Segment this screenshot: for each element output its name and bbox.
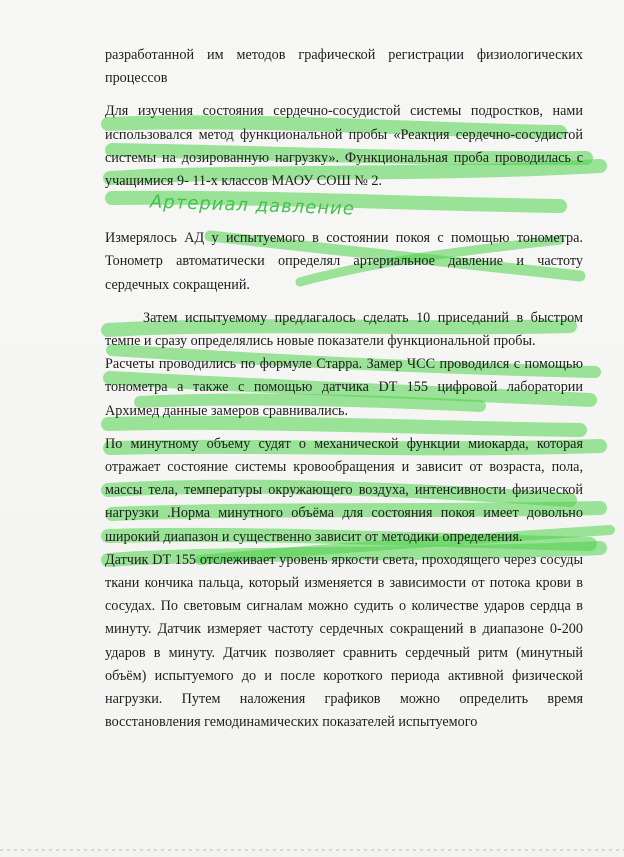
paragraph: разработанной им методов графической регистрации физиологических процессов xyxy=(105,47,583,87)
scan-edge-dashes xyxy=(0,845,624,855)
document-body xyxy=(105,44,583,734)
paragraph: Датчик DT 155 отслеживает уровень яркости света, проходящего через сосуды ткани кончика пальца, который изменяется в зависимости от потока крови в сосудах. По световым сигналам можно судить о количестве ударов сердца в минуту. Датчик измеряет частоту сердечных сокращений в диапазоне 0-200 ударов в минуту. Датчик позволяет сравнить сердечный ритм (минутный объём) испытуемого до и после короткого периода активной физической нагрузки. Путем наложения графиков можно определить время восстановления гемодинамических показателей испытуемого xyxy=(105,551,583,731)
paragraph: Расчеты проводились по формуле Старра. Замер ЧСС проводился с помощью тонометра а также с помощью датчика DT 155 цифровой лаборатории Архимед данные замеров сравнивались. xyxy=(105,356,583,419)
paragraph: Для изучения состояния сердечно-сосудистой системы подростков, нами использовался метод функциональной пробы «Реакция сердечно-сосудистой системы на дозированную нагрузку». Функциональная проба проводилась с учащимися 9- 11-х классов МАОУ СОШ № 2. xyxy=(105,103,583,190)
paragraph: Измерялось АД у испытуемого в состоянии покоя с помощью тонометра. Тонометр автоматически определял артериальное давление и частоту сердечных сокращений. xyxy=(105,230,583,293)
paragraph: По минутному объему судят о механической функции миокарда, которая отражает состояние системы кровообращения и зависит от возраста, пола, массы тела, температуры окружающего воздуха, интенсивности физической нагрузки .Норма минутного объёма для состояния покоя имеет довольно широкий диапазон и существенно зависит от методики определения. xyxy=(105,435,583,545)
paragraph: Затем испытуемому предлагалось сделать 10 приседаний в быстром темпе и сразу определялись новые показатели функциональной пробы. xyxy=(105,309,583,350)
handwritten-note: Артериал давление xyxy=(149,191,356,220)
